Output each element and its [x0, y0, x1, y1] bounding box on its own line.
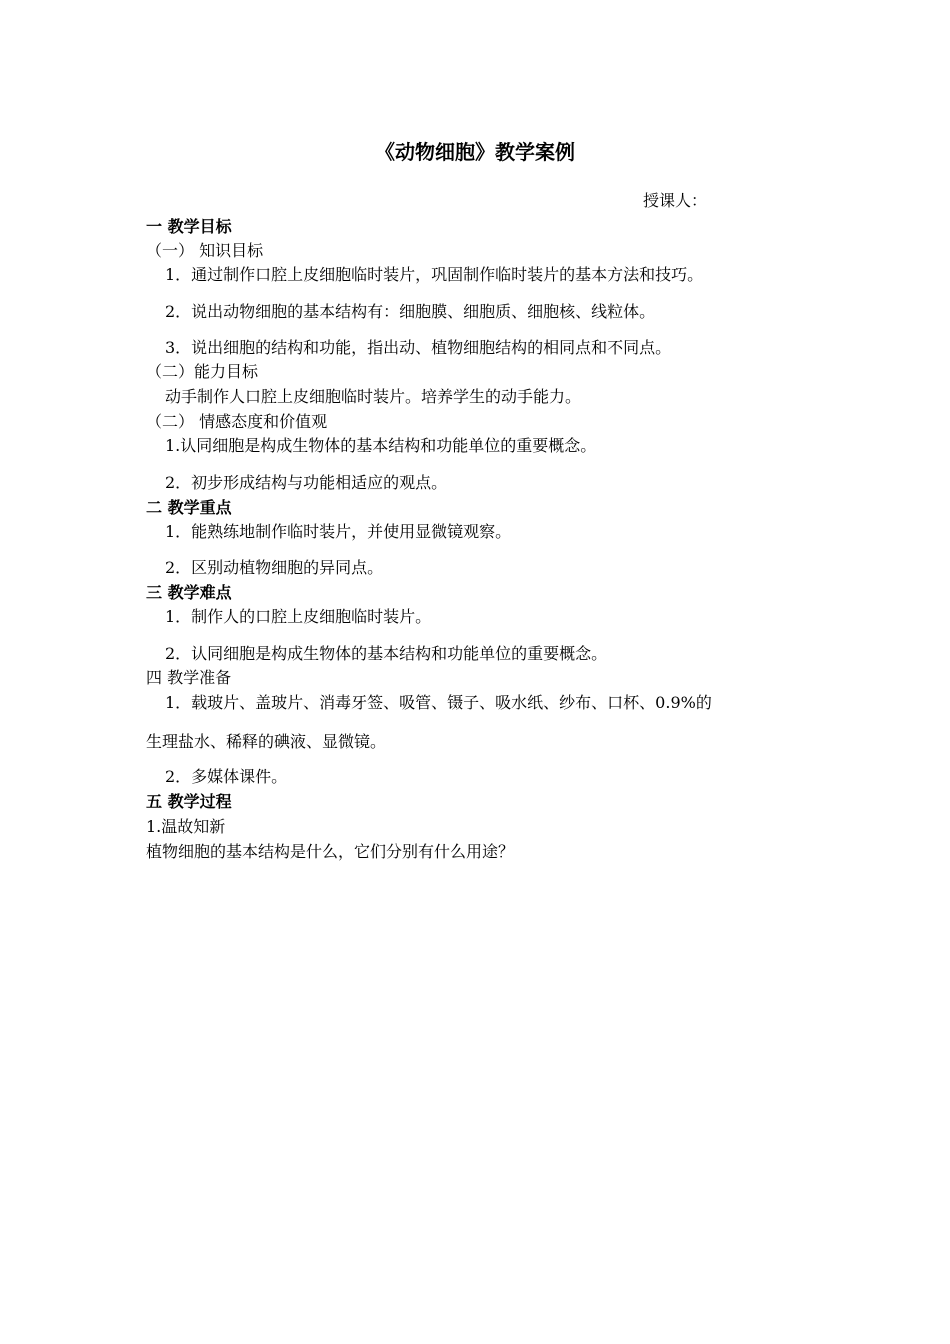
section-5-heading: 五 教学过程	[146, 792, 232, 811]
ability-text: 动手制作人口腔上皮细胞临时装片。培养学生的动手能力。	[165, 387, 582, 406]
knowledge-item: 1．通过制作口腔上皮细胞临时装片，巩固制作临时装片的基本方法和技巧。	[165, 265, 704, 284]
section-4-heading: 四 教学准备	[146, 668, 232, 687]
teacher-label: 授课人：	[643, 191, 708, 210]
materials-line-1: 1．载玻片、盖玻片、消毒牙签、吸管、镊子、吸水纸、纱布、口杯、0.9%的	[165, 693, 712, 712]
materials-line-2: 生理盐水、稀释的碘液、显微镜。	[146, 732, 387, 751]
section-1-heading: 一 教学目标	[146, 217, 232, 236]
section-3-heading: 三 教学难点	[146, 583, 232, 602]
section-2-heading: 二 教学重点	[146, 498, 232, 517]
difficulty-item: 1．制作人的口腔上皮细胞临时装片。	[165, 607, 432, 626]
knowledge-item: 3．说出细胞的结构和功能，指出动、植物细胞结构的相同点和不同点。	[165, 338, 672, 357]
attitude-item: 2．初步形成结构与功能相适应的观点。	[165, 473, 448, 492]
materials-item-2: 2．多媒体课件。	[165, 767, 288, 786]
key-point-item: 2．区别动植物细胞的异同点。	[165, 558, 384, 577]
review-question: 植物细胞的基本结构是什么，它们分别有什么用途？	[146, 842, 515, 861]
key-point-item: 1．能熟练地制作临时装片，并使用显微镜观察。	[165, 522, 512, 541]
difficulty-item: 2．认同细胞是构成生物体的基本结构和功能单位的重要概念。	[165, 644, 608, 663]
section-1-sub-3: （二） 情感态度和价值观	[146, 412, 328, 431]
process-step-1: 1.温故知新	[146, 817, 226, 836]
knowledge-item: 2．说出动物细胞的基本结构有：细胞膜、细胞质、细胞核、线粒体。	[165, 302, 656, 321]
section-1-sub-1: （一） 知识目标	[146, 241, 264, 260]
document-title: 《动物细胞》教学案例	[375, 140, 575, 164]
section-1-sub-2: （二）能力目标	[146, 362, 259, 381]
attitude-item: 1.认同细胞是构成生物体的基本结构和功能单位的重要概念。	[165, 436, 597, 455]
